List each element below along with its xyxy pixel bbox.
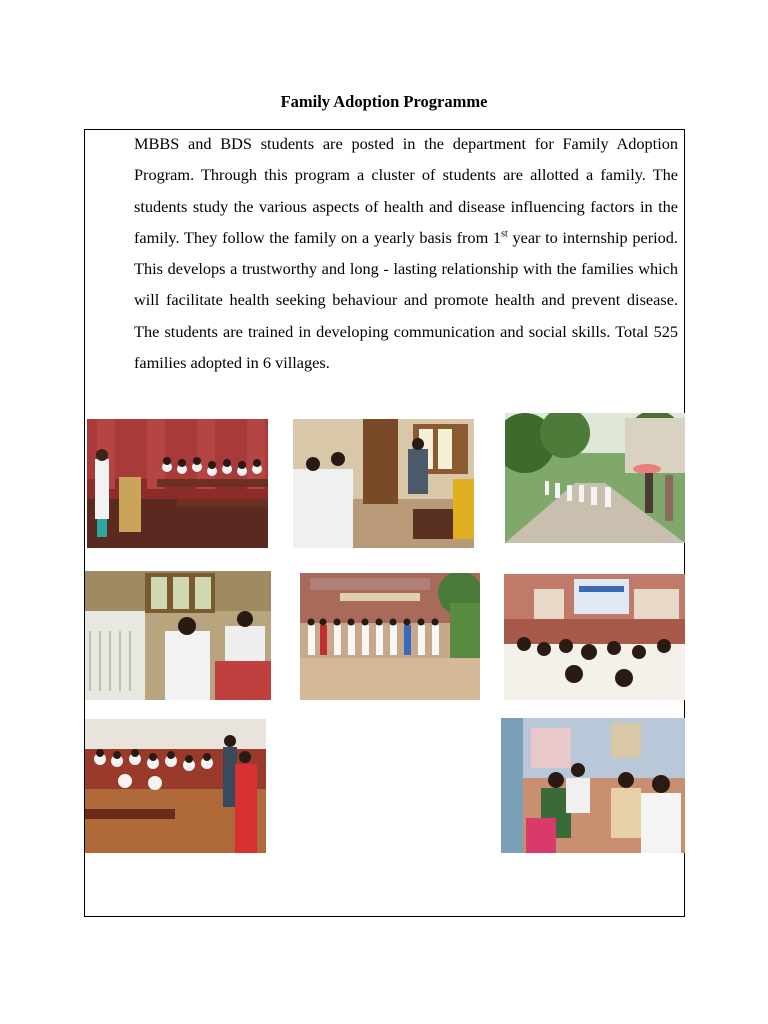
page-title: Family Adoption Programme bbox=[280, 92, 488, 111]
description-text-part2: year to internship period. This develops a trustworthy and long - lasting relationship with the families which will facilitate health seeking behaviour and promote health and prevent disease. The students are trained in developing communication and social skills. Total 525 families adopted in 6 villages. bbox=[134, 227, 678, 373]
photo-seminar-hall bbox=[504, 574, 685, 700]
ordinal-superscript: st bbox=[501, 228, 508, 240]
photo-group-outside-building bbox=[300, 573, 480, 700]
photo-lecture-hall bbox=[87, 419, 268, 548]
description-paragraph bbox=[134, 128, 678, 378]
photo-home-visit-group bbox=[293, 419, 474, 548]
photo-street-walk bbox=[505, 413, 685, 543]
photo-interview-room bbox=[85, 571, 271, 700]
photo-classroom-session bbox=[85, 719, 266, 853]
description-text-part1: MBBS and BDS students are posted in the department for Family Adoption Program. Through this program a cluster of students are allotted a family. The students study the various aspects of health and disease influencing factors in the family. They follow the family on a yearly basis from 1 bbox=[134, 134, 678, 247]
photo-household-visit bbox=[501, 718, 685, 853]
